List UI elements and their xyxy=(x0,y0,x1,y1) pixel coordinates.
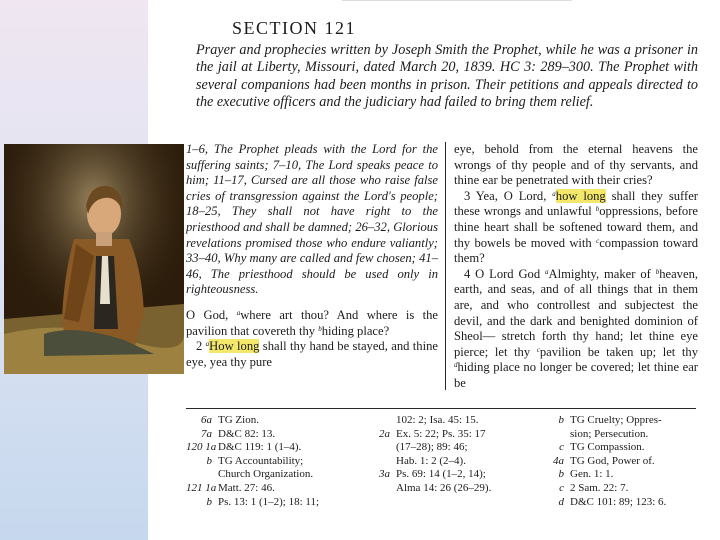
footnote-text: TG Zion. xyxy=(218,414,259,426)
footnote-text: Matt. 27: 46. xyxy=(218,481,275,494)
footnote-text: 102: 2; Isa. 45: 15. xyxy=(396,414,479,426)
footnote-ref: 2a xyxy=(379,427,390,440)
footnote-entry[interactable] xyxy=(364,428,534,442)
footnote-ref: 6a xyxy=(201,414,212,426)
footnote-column-2 xyxy=(364,414,534,496)
footnote-entry[interactable] xyxy=(538,496,708,510)
footnote-marker[interactable]: a xyxy=(205,340,210,349)
footnote-text: Church Organization. xyxy=(218,468,314,481)
verse-3-text: compassion toward them? xyxy=(454,235,698,266)
footnote-entry[interactable] xyxy=(538,468,708,482)
footnote-ref: c xyxy=(559,441,564,454)
footnote-marker[interactable]: b xyxy=(655,267,660,276)
verse-4-text: Almighty, maker of xyxy=(548,266,656,281)
footnote-entry[interactable] xyxy=(364,455,534,469)
footnote-text: D&C 82: 13. xyxy=(218,427,276,440)
footnote-ref: 120 1a xyxy=(186,441,217,454)
footnote-text: Hab. 1: 2 (2–4). xyxy=(396,454,466,467)
footnote-entry[interactable] xyxy=(538,482,708,496)
footnote-marker[interactable]: c xyxy=(596,236,600,245)
verse-4-text: hiding place no longer be covered; let thine ear be xyxy=(454,360,698,390)
footnote-ref: b xyxy=(206,454,212,467)
section-title: SECTION 121 xyxy=(232,18,356,38)
verse-4-text: heaven, earth, and seas, and of all things that in them are, and who controllest and subjectest the devil, and the dark and benighted dominion of Sheol— stretch forth thy hand; let thine eye pierce; let thy xyxy=(454,266,699,359)
footnote-text: sion; Persecution. xyxy=(570,427,649,440)
footnote-ref xyxy=(364,482,396,496)
left-text-column xyxy=(186,142,438,370)
footnote-entry[interactable] xyxy=(538,441,708,455)
footnote-marker[interactable]: a xyxy=(236,308,241,317)
section-summary: Prayer and prophecies written by Joseph Smith the Prophet, while he was a prisoner in the jail at Liberty, Missouri, dated March 20, 1839. HC 3: 289–300. The Prophet with several companions had been months in prison. Their petitions and appeals directed to the executive officers and the judiciary had failed to bring them relief. xyxy=(196,42,698,111)
footnote-ref xyxy=(364,414,396,428)
verse-2-text: shall thy hand be stayed, and thine eye, yea thy pure xyxy=(186,339,438,369)
footnote-column-1 xyxy=(186,414,366,509)
verse-number: 3 Yea, O Lord, xyxy=(464,188,553,203)
footnote-entry[interactable] xyxy=(186,496,366,510)
verse-3-text: oppressions, before thine heart shall be softened toward them, and thy bowels be moved with xyxy=(454,204,698,250)
footnote-ref: c xyxy=(559,481,564,494)
painting-illustration xyxy=(4,144,184,374)
verse-4 xyxy=(454,267,698,392)
footnote-marker[interactable]: b xyxy=(595,205,600,214)
footnote-ref: b xyxy=(558,414,564,426)
footnote-text: D&C 101: 89; 123: 6. xyxy=(570,495,667,508)
verse-1-text: O God, xyxy=(186,307,237,322)
footnote-entry[interactable] xyxy=(364,468,534,482)
footnote-entry[interactable] xyxy=(364,414,534,428)
footnote-ref xyxy=(538,428,570,442)
footnote-text: TG God, Power of. xyxy=(570,454,655,467)
footnote-entry[interactable] xyxy=(186,428,366,442)
footnote-text: Alma 14: 26 (26–29). xyxy=(396,481,492,494)
highlighted-phrase: how long xyxy=(555,188,606,203)
footnote-text: TG Compassion. xyxy=(570,441,645,454)
footnote-ref: 3a xyxy=(379,468,390,481)
footnote-text: D&C 119: 1 (1–4). xyxy=(218,441,302,454)
verse-number: 2 xyxy=(196,339,206,354)
footnote-text: Gen. 1: 1. xyxy=(570,468,614,481)
footnote-entry[interactable] xyxy=(186,441,366,455)
footnote-entry[interactable] xyxy=(538,428,708,442)
footnote-marker[interactable]: d xyxy=(454,361,458,370)
footnote-entry[interactable] xyxy=(186,482,366,496)
verse-4-text: pavilion be taken up; let thy xyxy=(539,344,698,359)
footnote-entry[interactable] xyxy=(186,414,366,428)
footnote-entry[interactable] xyxy=(364,482,534,496)
footnote-ref: 4a xyxy=(553,454,564,467)
footnote-column-3 xyxy=(538,414,708,509)
footnote-text: 2 Sam. 22: 7. xyxy=(570,481,629,494)
footnote-ref: b xyxy=(206,495,212,508)
footnote-rule xyxy=(186,408,696,409)
verse-2 xyxy=(186,339,438,370)
footnote-ref: 121 1a xyxy=(186,481,217,494)
footnote-ref: d xyxy=(558,495,564,508)
section-intro-summary: 1–6, The Prophet pleads with the Lord for the suffering saints; 7–10, The Lord speaks peace to him; 11–17, Cursed are all those who raise false cries of transgression against the Lord's people; 18–25, They shall not have right to the priesthood and shall be damned; 26–32, Glorious revelations promised those who endure valiantly; 33–40, Why many are called and few chosen; 41–46, The priesthood should be used only in righteousness. xyxy=(186,142,438,297)
footnote-ref xyxy=(364,455,396,469)
footnote-marker[interactable]: a xyxy=(545,267,549,276)
column-divider xyxy=(445,142,446,390)
footnote-entry[interactable] xyxy=(186,455,366,469)
verse-3-text: shall they suffer these wrongs and unlawful xyxy=(454,188,698,219)
footnote-text: Ps. 13: 1 (1–2); 18: 11; xyxy=(218,495,320,508)
footnote-ref: b xyxy=(558,468,564,481)
footnote-marker[interactable]: b xyxy=(318,324,322,333)
verse-1-text: hiding place? xyxy=(321,323,390,338)
footnote-entry[interactable] xyxy=(186,468,366,482)
header-rule xyxy=(342,0,572,11)
footnote-entry[interactable] xyxy=(538,414,708,428)
footnote-text: TG Cruelty; Oppres- xyxy=(570,414,662,426)
footnote-entry[interactable] xyxy=(538,455,708,469)
footnote-ref xyxy=(186,468,218,482)
footnote-text: TG Accountability; xyxy=(218,454,304,467)
footnote-text: Ex. 5: 22; Ps. 35: 17 xyxy=(396,427,486,440)
verse-number: 4 O Lord God xyxy=(464,266,546,281)
footnote-marker[interactable]: a xyxy=(552,189,556,198)
footnote-entry[interactable] xyxy=(364,441,534,455)
joseph-smith-painting xyxy=(4,144,184,374)
verse-1 xyxy=(186,308,438,339)
footnote-ref xyxy=(364,441,396,455)
footnote-text: (17–28); 89: 46; xyxy=(396,441,468,454)
verse-2-continued: eye, behold from the eternal heavens the wrongs of thy people and of thy servants, and thine ear be penetrated with their cries? xyxy=(454,142,698,188)
footnote-marker[interactable]: c xyxy=(536,345,540,354)
right-text-column xyxy=(454,142,698,392)
footnote-ref: 7a xyxy=(201,427,212,440)
verse-1-text: where art thou? And where is the pavilion that covereth thy xyxy=(186,307,438,338)
highlighted-phrase: How long xyxy=(209,339,260,354)
footnote-text: Ps. 69: 14 (1–2, 14); xyxy=(396,468,486,481)
verse-3 xyxy=(454,189,698,267)
